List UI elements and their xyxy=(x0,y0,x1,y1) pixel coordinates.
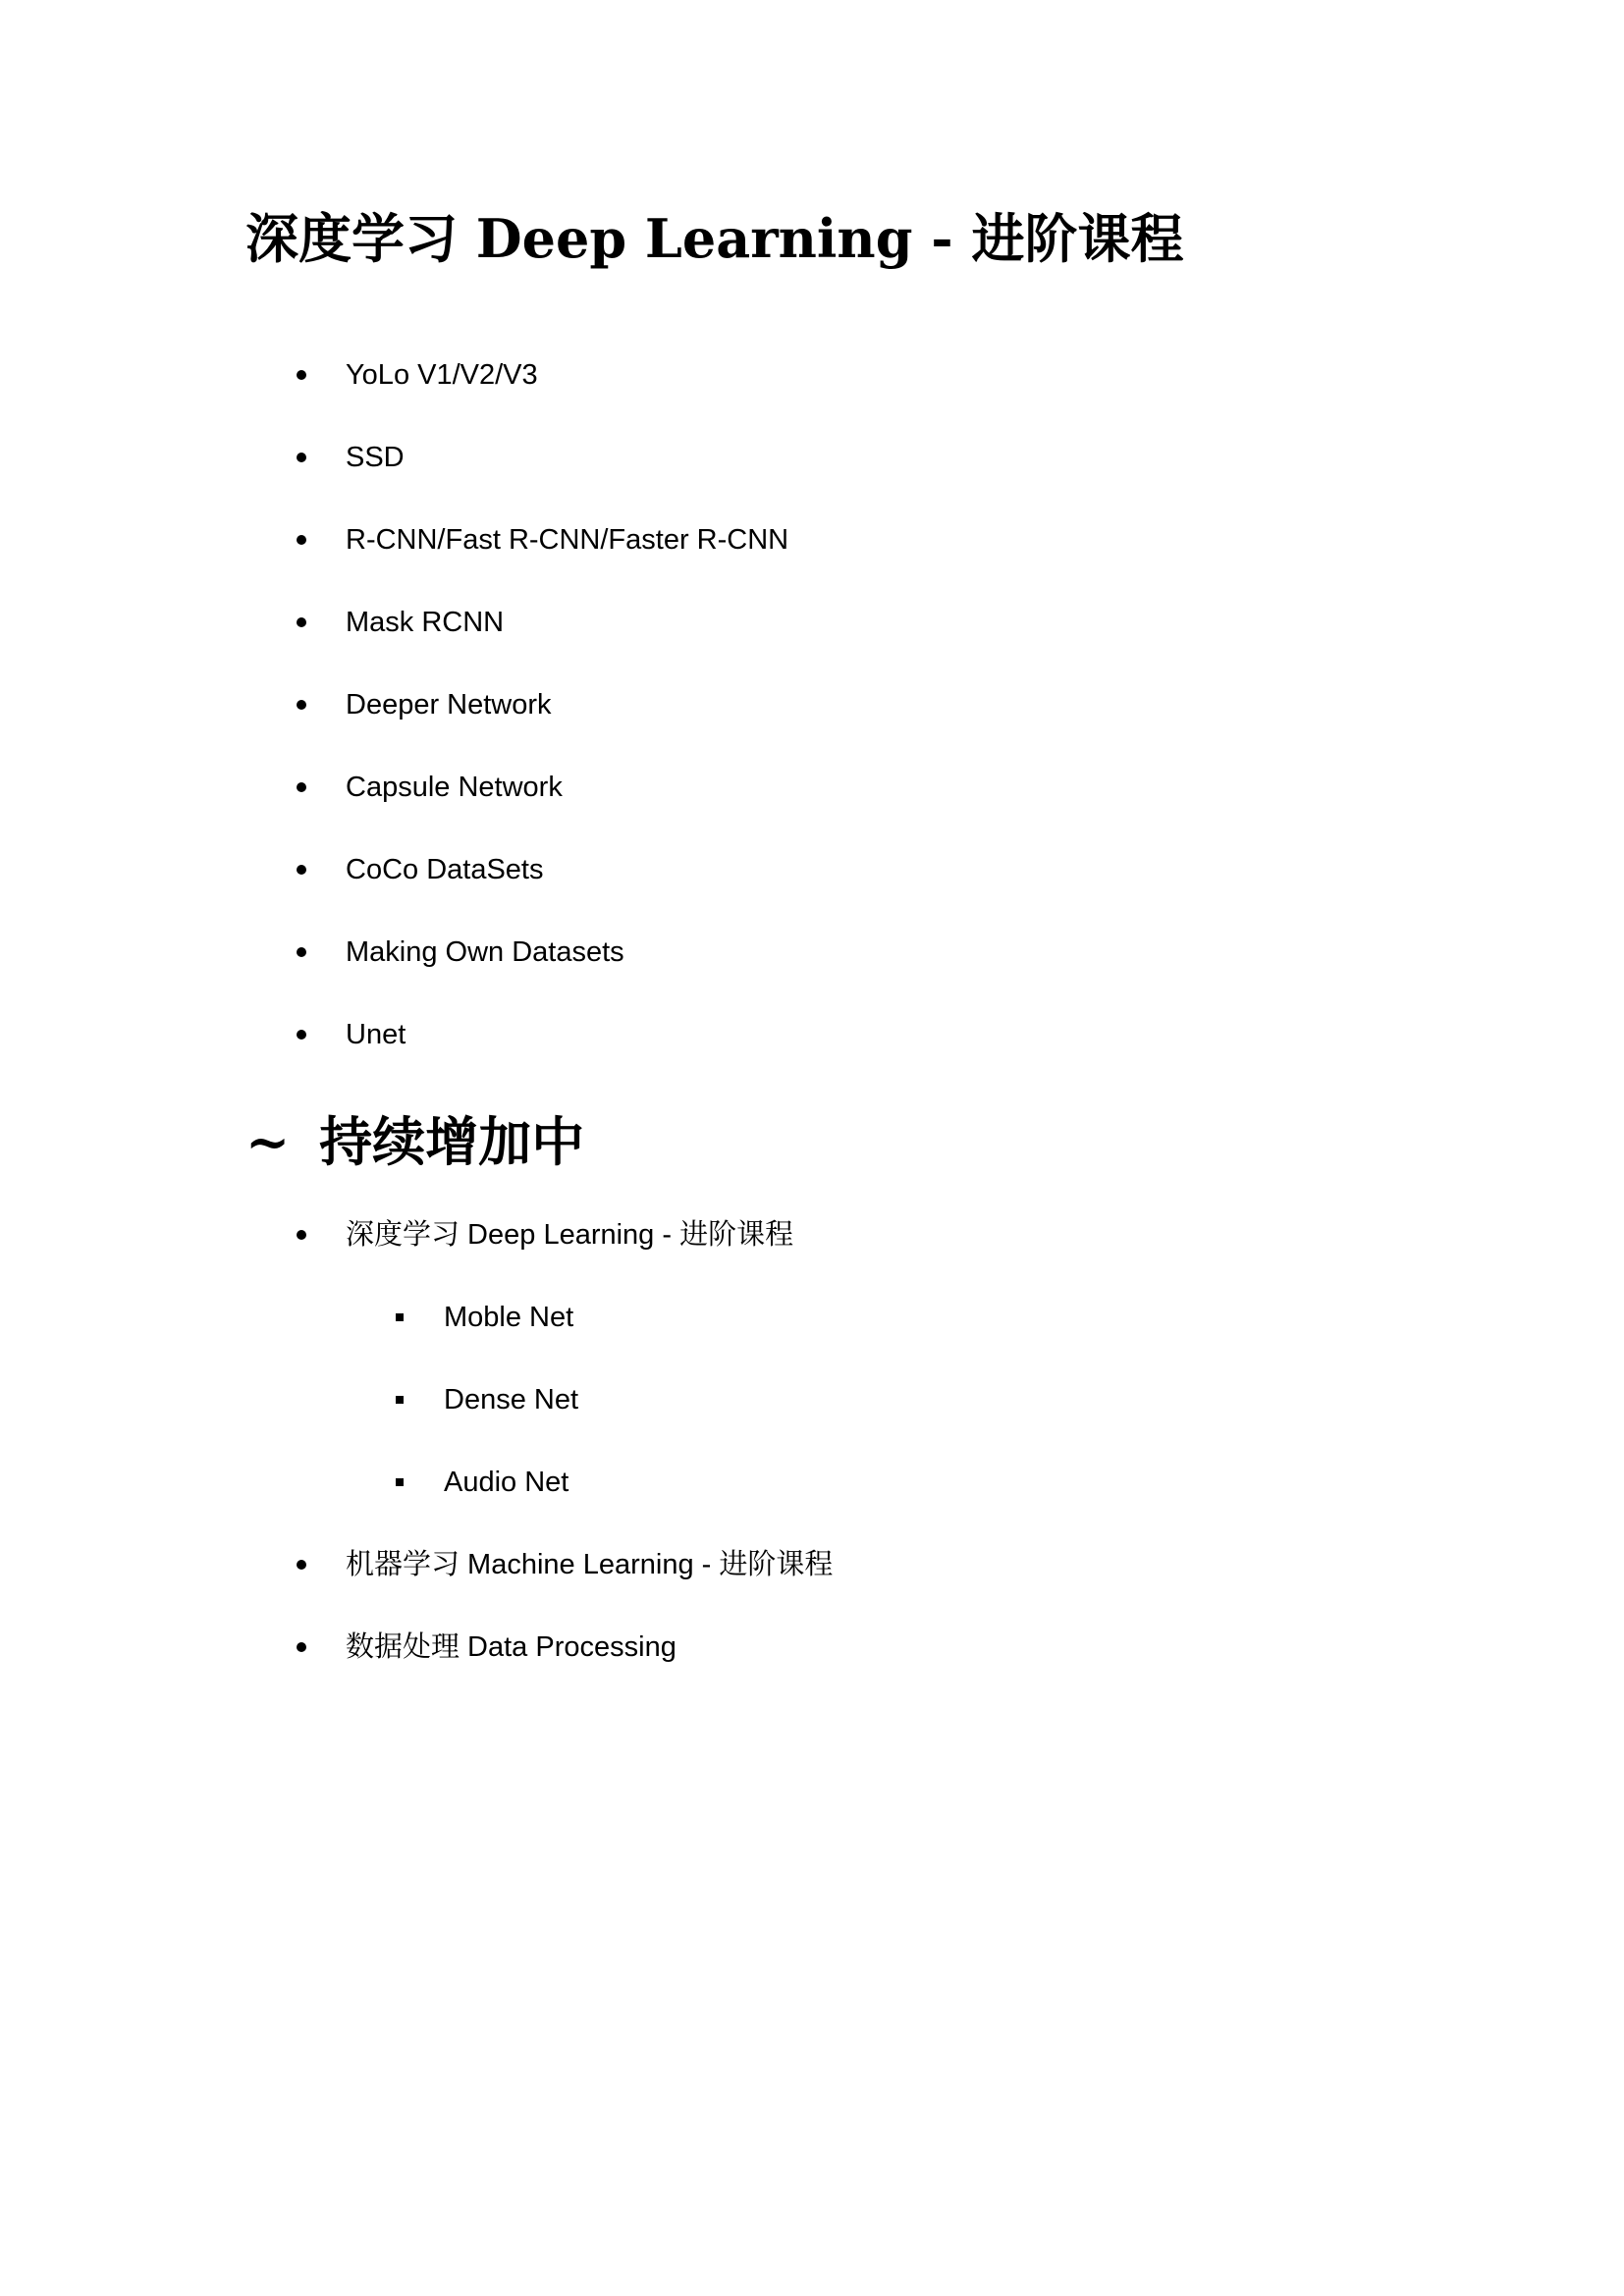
square-bullet-icon xyxy=(396,1396,404,1404)
bullet-icon xyxy=(297,782,306,792)
list-item-text: R-CNN/Fast R-CNN/Faster R-CNN xyxy=(346,524,789,556)
bullet-icon xyxy=(297,535,306,545)
sublist-item-text: Dense Net xyxy=(444,1384,579,1415)
sublist-item-text: Audio Net xyxy=(444,1467,569,1498)
list-item-text: CoCo DataSets xyxy=(346,854,544,885)
upcoming-list-continued xyxy=(297,1523,1377,1688)
list-item-text: Deeper Network xyxy=(346,689,552,721)
list-item-text: SSD xyxy=(346,442,405,473)
list-item-text: Unet xyxy=(346,1019,406,1050)
tilde-mark: ~ xyxy=(245,1110,291,1173)
sublist-item xyxy=(396,1359,1279,1441)
list-item xyxy=(297,581,1377,664)
list-item xyxy=(297,416,1377,499)
list-item-text: YoLo V1/V2/V3 xyxy=(346,359,538,391)
bullet-icon xyxy=(297,1560,306,1570)
sublist-item xyxy=(396,1441,1279,1523)
list-item xyxy=(297,1523,1377,1606)
list-item xyxy=(297,334,1377,416)
list-item xyxy=(297,499,1377,581)
bullet-icon xyxy=(297,865,306,875)
bullet-icon xyxy=(297,453,306,462)
course-topic-list xyxy=(297,334,1377,1076)
section-heading xyxy=(245,1107,584,1176)
list-item-text: Mask RCNN xyxy=(346,607,505,638)
bullet-icon xyxy=(297,1230,306,1240)
bullet-icon xyxy=(297,1030,306,1040)
list-item xyxy=(297,828,1377,911)
list-item xyxy=(297,746,1377,828)
bullet-icon xyxy=(297,947,306,957)
upcoming-list xyxy=(297,1194,1377,1276)
list-item-text: 机器学习 Machine Learning - 进阶课程 xyxy=(346,1549,834,1580)
bullet-icon xyxy=(297,700,306,710)
section-heading-text: 持续增加中 xyxy=(319,1110,585,1173)
bullet-icon xyxy=(297,617,306,627)
list-item xyxy=(297,1606,1377,1688)
bullet-icon xyxy=(297,370,306,380)
square-bullet-icon xyxy=(396,1478,404,1486)
sublist-item-text: Moble Net xyxy=(444,1302,574,1333)
list-item-text: Capsule Network xyxy=(346,772,563,803)
list-item-text: 深度学习 Deep Learning - 进阶课程 xyxy=(346,1219,794,1251)
sublist-item xyxy=(396,1276,1279,1359)
list-item-text: 数据处理 Data Processing xyxy=(346,1631,677,1663)
upcoming-sublist xyxy=(396,1276,1279,1523)
list-item xyxy=(297,664,1377,746)
list-item xyxy=(297,993,1377,1076)
list-item-text: Making Own Datasets xyxy=(346,936,624,968)
square-bullet-icon xyxy=(396,1313,404,1321)
list-item xyxy=(297,911,1377,993)
bullet-icon xyxy=(297,1642,306,1652)
page-title: 深度学习 Deep Learning - 进阶课程 xyxy=(245,207,1184,270)
list-item xyxy=(297,1194,1377,1276)
